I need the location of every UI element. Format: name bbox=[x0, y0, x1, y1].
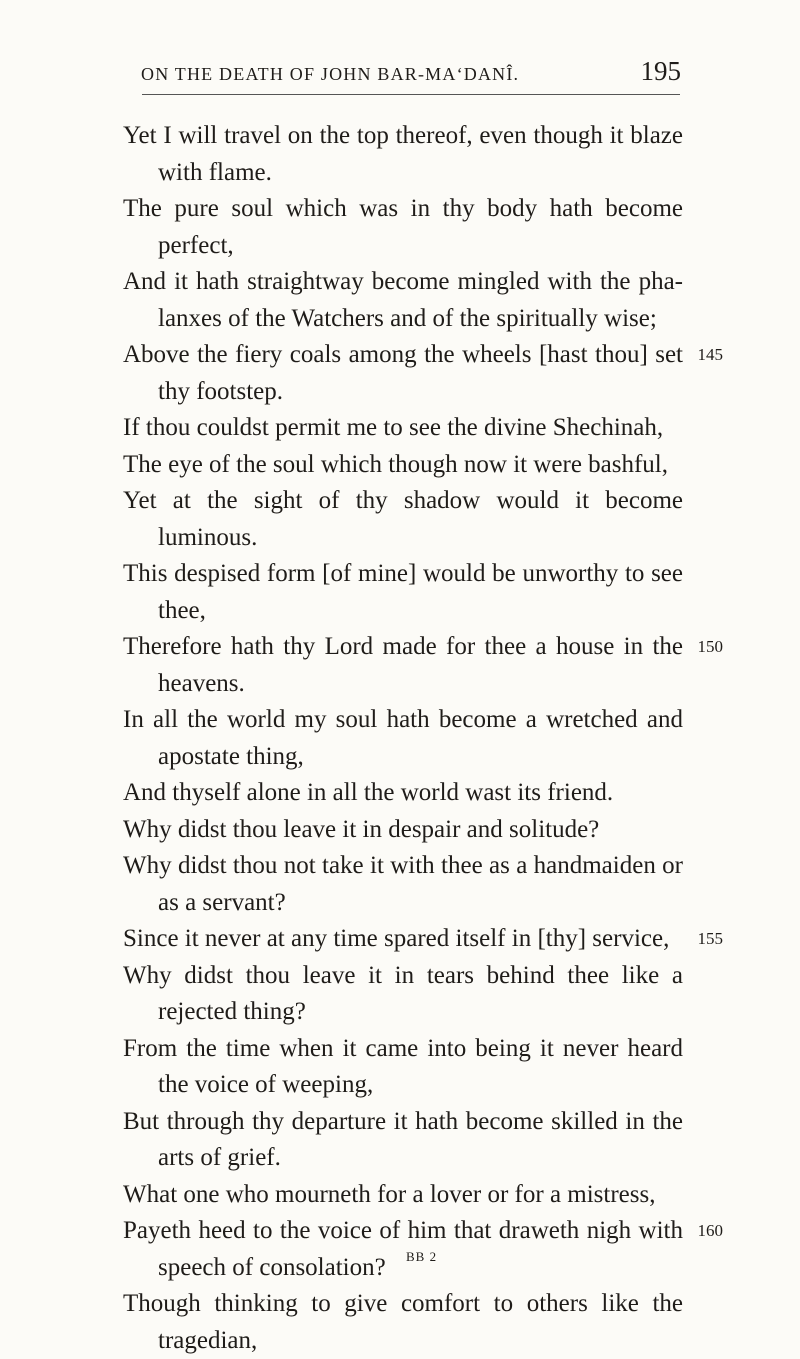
verse-line bbox=[123, 812, 683, 849]
verse-text: Why didst thou not take it with thee as a handmaiden or as a servant? bbox=[123, 852, 683, 916]
verse-line bbox=[123, 483, 683, 556]
verse-line bbox=[123, 1286, 683, 1359]
verse-line bbox=[123, 447, 683, 484]
verse-line bbox=[123, 410, 683, 447]
signature-mark: BB 2 bbox=[406, 1249, 438, 1264]
line-number: 150 bbox=[697, 637, 723, 656]
verse-text: What one who mourneth for a lover or for a mistress, bbox=[123, 1180, 656, 1208]
poem-body bbox=[123, 118, 723, 1359]
verse-line bbox=[123, 264, 683, 337]
verse-line bbox=[123, 1177, 683, 1214]
verse-line bbox=[123, 556, 683, 629]
verse-text: Above the fiery coals among the wheels [hast thou] set thy footstep. bbox=[123, 341, 683, 405]
header-rule bbox=[142, 94, 680, 95]
verse-text: Yet I will travel on the top thereof, even though it blaze with flame. bbox=[123, 122, 683, 186]
verse-text: In all the world my soul hath become a wretched and apostate thing, bbox=[123, 706, 683, 770]
verse-text: The eye of the soul which though now it were bashful, bbox=[123, 450, 669, 478]
verse-text: Therefore hath thy Lord made for thee a house in the heavens. bbox=[123, 633, 683, 697]
verse-text: This despised form [of mine] would be unworthy to see thee, bbox=[123, 560, 683, 624]
verse-text: The pure soul which was in thy body hath become perfect, bbox=[123, 195, 683, 259]
verse-line bbox=[123, 1104, 683, 1177]
page-number: 195 bbox=[640, 56, 681, 86]
verse-text: Why didst thou leave it in despair and solitude? bbox=[123, 815, 600, 843]
verse-text: Though thinking to give comfort to others like the tragedian, bbox=[123, 1290, 683, 1354]
line-number: 160 bbox=[697, 1221, 723, 1240]
page-header bbox=[141, 56, 681, 87]
running-head: ON THE DEATH OF JOHN BAR-MAʻDANÎ. bbox=[141, 64, 520, 84]
verse-text: Why didst thou leave it in tears behind thee like a rejected thing? bbox=[123, 961, 683, 1025]
verse-text: Yet at the sight of thy shadow would it become luminous. bbox=[123, 487, 683, 551]
verse-text: And thyself alone in all the world wast its friend. bbox=[123, 779, 614, 806]
line-number: 145 bbox=[697, 345, 723, 364]
verse-line bbox=[123, 118, 683, 191]
line-number: 155 bbox=[697, 929, 723, 948]
verse-line bbox=[123, 775, 683, 812]
verse-line bbox=[123, 958, 683, 1031]
verse-line bbox=[123, 848, 683, 921]
verse-line bbox=[123, 1031, 683, 1104]
verse-line bbox=[123, 191, 683, 264]
verse-line bbox=[123, 629, 723, 702]
verse-text: And it hath straightway become mingled with the phalanxes of the Watchers and of the spiritually wise; bbox=[123, 268, 683, 332]
verse-text: From the time when it came into being it never heard the voice of weeping, bbox=[123, 1034, 683, 1098]
verse-text: Since it never at any time spared itself in [thy] service, bbox=[123, 925, 670, 952]
verse-line bbox=[123, 1213, 723, 1286]
verse-line bbox=[123, 921, 723, 958]
verse-text: Payeth heed to the voice of him that draweth nigh with speech of consolation? bbox=[123, 1217, 683, 1281]
verse-line bbox=[123, 702, 683, 775]
verse-text: But through thy departure it hath become skilled in the arts of grief. bbox=[123, 1107, 683, 1171]
verse-line bbox=[123, 337, 723, 410]
verse-text: If thou couldst permit me to see the divine Shechinah, bbox=[123, 414, 664, 441]
